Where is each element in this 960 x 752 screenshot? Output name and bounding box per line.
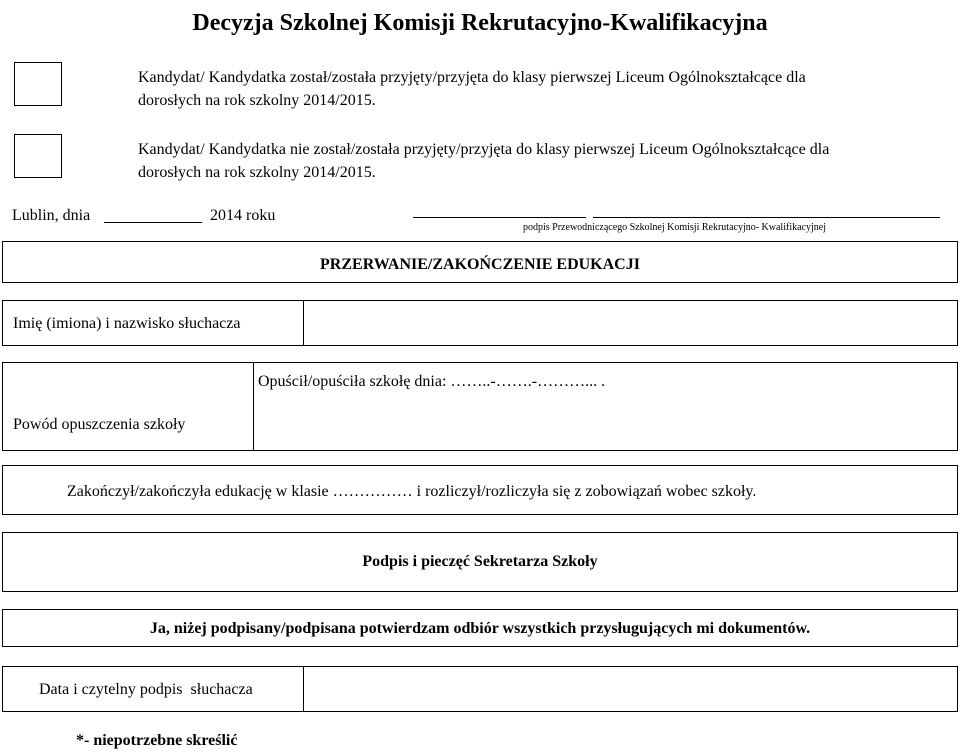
receipt-statement: Ja, niżej podpisany/podpisana potwierdzam odbiór wszystkich przysługujących mi dokumentów. xyxy=(149,620,811,637)
section-header: PRZERWANIE/ZAKOŃCZENIE EDUKACJI xyxy=(320,256,640,273)
receipt-signature-row xyxy=(2,666,958,712)
leaving-date-text: Opuścił/opuściła szkołę dnia: ……..-…….-………... . xyxy=(258,373,606,390)
chair-signature-line-left xyxy=(413,217,586,218)
completion-text-before: Zakończył/zakończyła edukację w klasie xyxy=(67,483,329,500)
student-name-field[interactable] xyxy=(303,301,957,345)
leaving-reason-field[interactable] xyxy=(253,363,957,450)
student-name-row xyxy=(2,300,958,346)
footnote: *- niepotrzebne skreślić xyxy=(76,732,238,749)
place-date-label: Lublin, dnia xyxy=(12,207,91,224)
not-admitted-option-line1: Kandydat/ Kandydatka nie został/została przyjęty/przyjęta do klasy pierwszej Liceum Ogólnokształcące dla xyxy=(138,141,830,158)
student-name-label: Imię (imiona) i nazwisko słuchacza xyxy=(13,315,241,332)
not-admitted-option-line2: dorosłych na rok szkolny 2014/2015. xyxy=(138,164,376,181)
admitted-option-line1: Kandydat/ Kandydatka został/została przyjęty/przyjęta do klasy pierwszej Liceum Ogólnokształcące dla xyxy=(138,69,806,86)
admitted-option-line2: dorosłych na rok szkolny 2014/2015. xyxy=(138,92,376,109)
date-field[interactable] xyxy=(104,222,202,223)
secretary-signature-box[interactable] xyxy=(2,532,958,592)
receipt-signature-label: Data i czytelny podpis słuchacza xyxy=(39,681,253,698)
completion-class-blank[interactable]: …………… xyxy=(332,483,413,500)
completion-text-after: i rozliczył/rozliczyła się z zobowiązań wobec szkoły. xyxy=(416,483,757,500)
receipt-signature-field[interactable] xyxy=(303,667,957,711)
chair-signature-line-right[interactable] xyxy=(593,217,940,218)
leaving-reason-label: Powód opuszczenia szkoły xyxy=(13,416,186,433)
admitted-option-text xyxy=(138,66,938,112)
secretary-signature-label: Podpis i pieczęć Sekretarza Szkoły xyxy=(362,553,598,570)
document-title: Decyzja Szkolnej Komisji Rekrutacyjno-Kwalifikacyjna xyxy=(192,10,768,36)
admitted-checkbox[interactable] xyxy=(14,62,62,106)
year-label: 2014 roku xyxy=(210,207,276,224)
chair-signature-caption: podpis Przewodniczącego Szkolnej Komisji Rekrutacyjno- Kwalifikacyjnej xyxy=(523,222,826,233)
not-admitted-checkbox[interactable] xyxy=(14,134,62,178)
leaving-reason-row xyxy=(2,362,958,451)
completion-row xyxy=(2,465,958,515)
completion-statement xyxy=(67,482,756,502)
section-header-box xyxy=(2,241,958,283)
receipt-statement-box xyxy=(2,609,958,647)
not-admitted-option-text xyxy=(138,138,938,184)
